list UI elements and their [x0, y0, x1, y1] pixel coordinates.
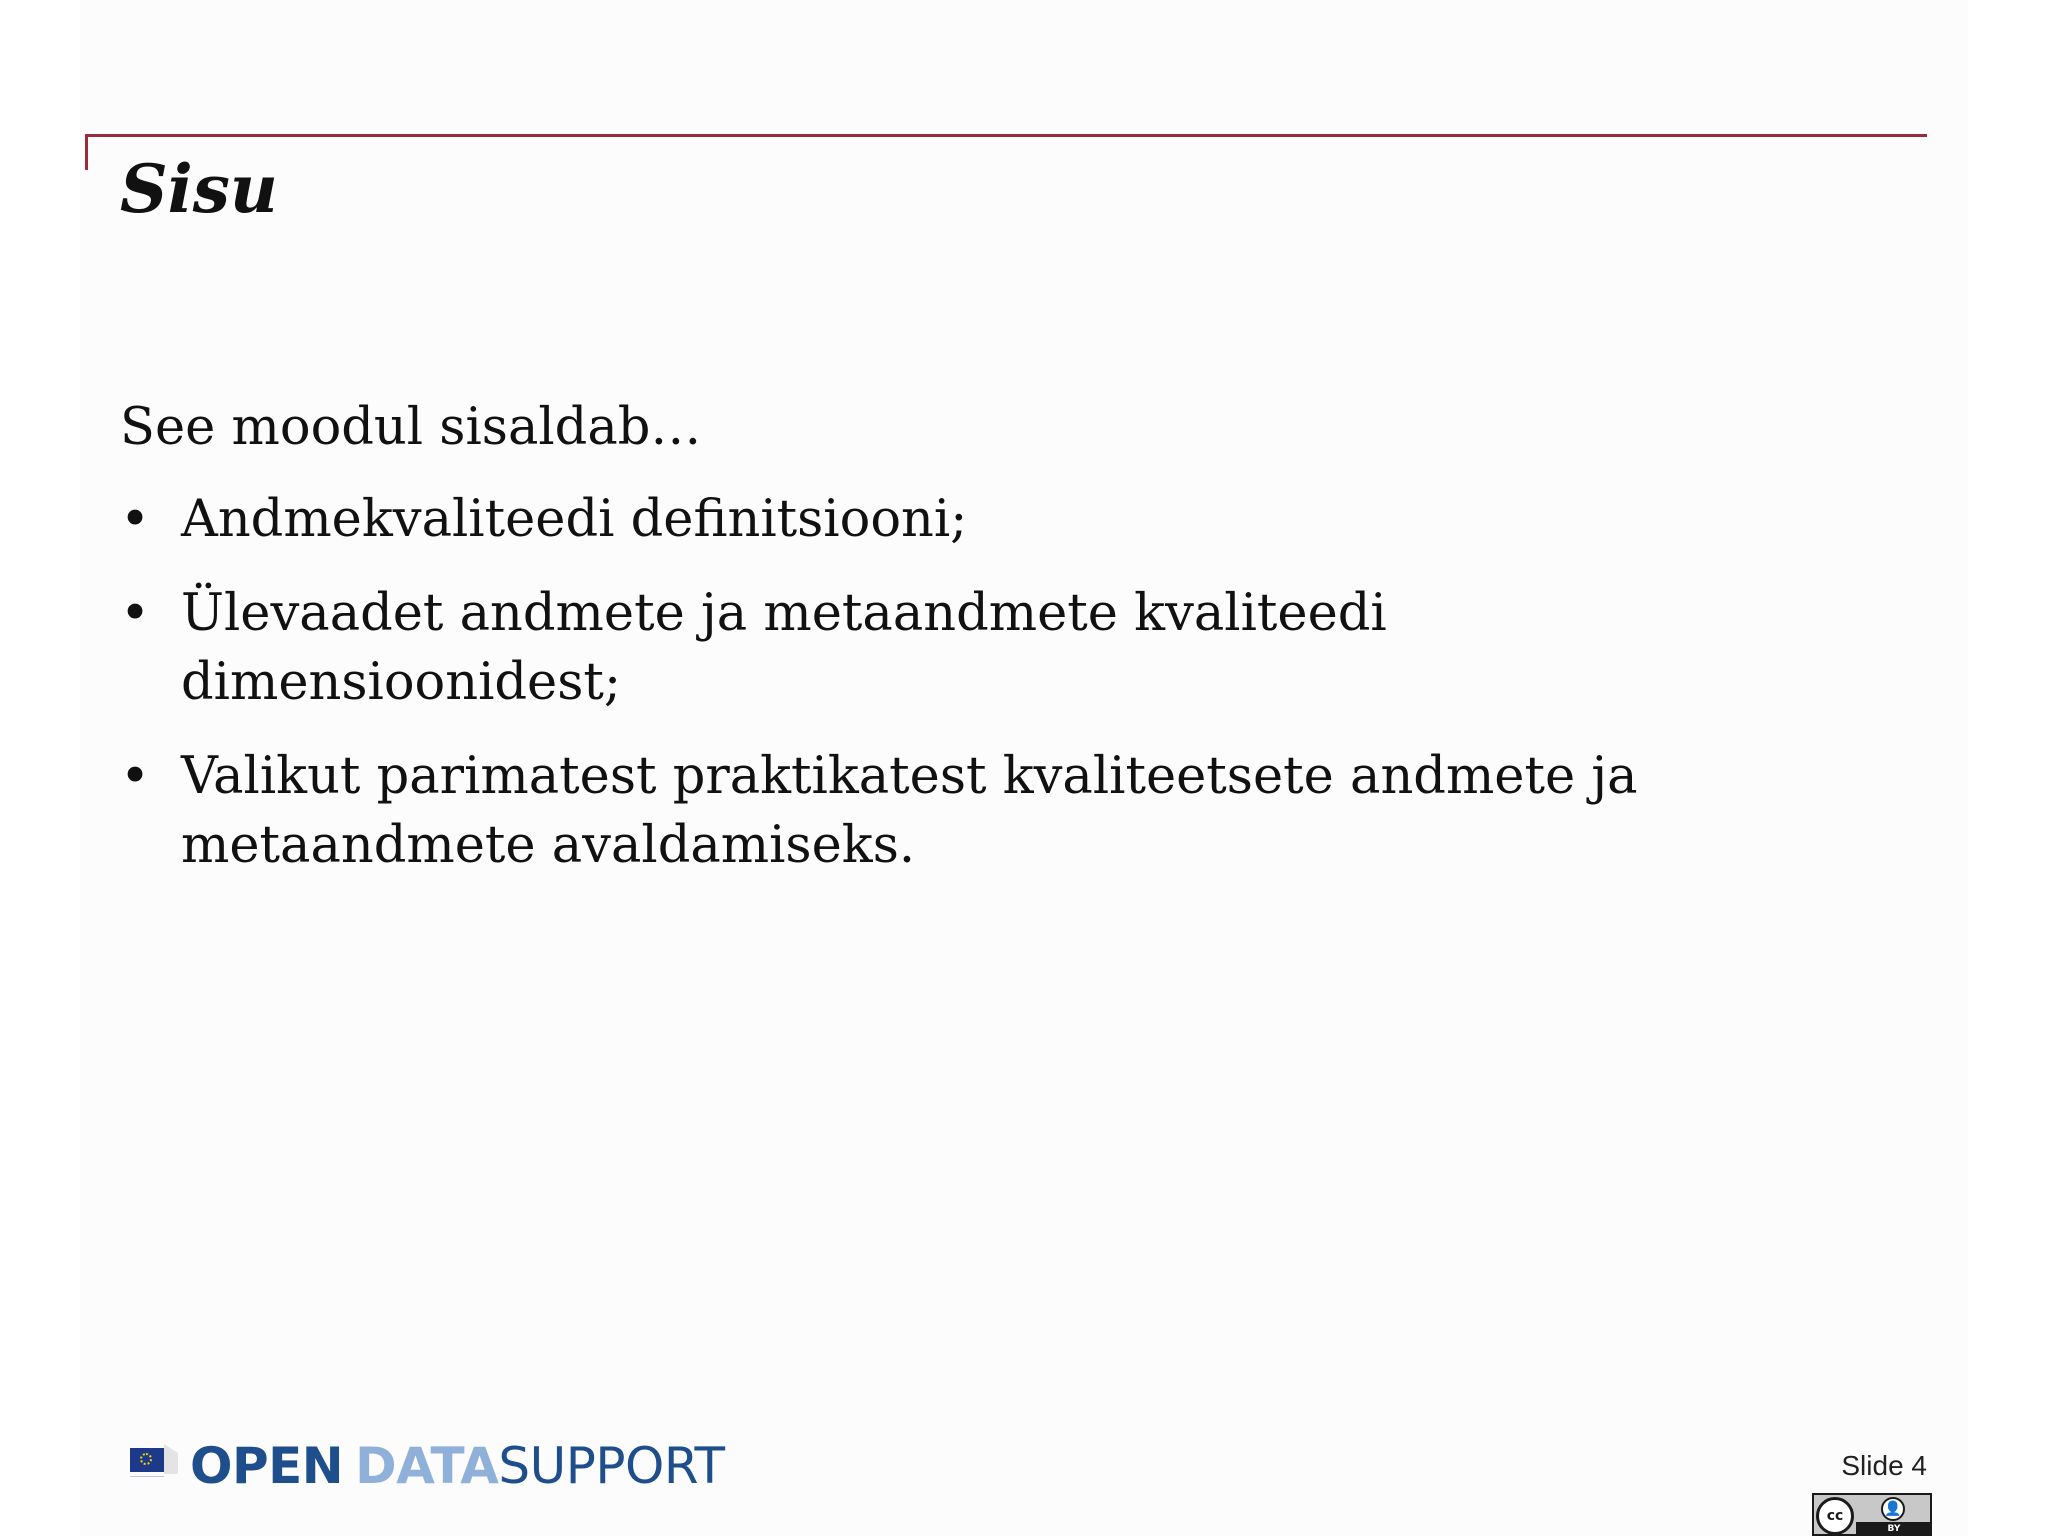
- bullet-text: Ülevaadet andmete ja metaandmete kvaliteedi dimensioonidest;: [181, 584, 1387, 712]
- eu-flag-fold: [164, 1444, 178, 1474]
- title-rule: [85, 134, 1927, 137]
- eu-star-ring: [140, 1453, 152, 1465]
- bullet-text: Valikut parimatest praktikatest kvaliteetsete andmete ja metaandmete avaldamiseks.: [181, 747, 1638, 875]
- logo-data: DATA: [355, 1437, 499, 1495]
- logo-support: SUPPORT: [498, 1437, 725, 1495]
- bullet-item: [120, 742, 1820, 880]
- cc-circle-icon: cc: [1816, 1497, 1854, 1535]
- eu-flag-field: [130, 1448, 164, 1472]
- open-data-support-logo: [120, 1436, 725, 1496]
- eu-caption-line: [130, 1476, 164, 1487]
- bullet-marker: •: [120, 490, 151, 549]
- bullet-list: [120, 485, 1820, 880]
- bullet-item: [120, 485, 1820, 554]
- eu-flag-icon: [120, 1440, 182, 1492]
- logo-wordmark: [190, 1436, 725, 1496]
- attribution-person-icon: 👤: [1881, 1497, 1905, 1521]
- bullet-marker: •: [120, 747, 151, 806]
- intro-text: See moodul sisaldab…: [120, 398, 702, 457]
- slide-number: Slide 4: [1841, 1450, 1927, 1481]
- creative-commons-by-icon: [1812, 1493, 1932, 1536]
- logo-open: OPEN: [190, 1437, 344, 1495]
- slide-content: [120, 393, 1820, 905]
- slide-title: Sisu: [120, 150, 278, 228]
- bullet-marker: •: [120, 584, 151, 643]
- by-label: BY: [1856, 1522, 1932, 1536]
- bullet-text: Andmekvaliteedi definitsiooni;: [181, 490, 968, 549]
- bullet-item: [120, 579, 1820, 717]
- title-rule-tick: [85, 134, 88, 170]
